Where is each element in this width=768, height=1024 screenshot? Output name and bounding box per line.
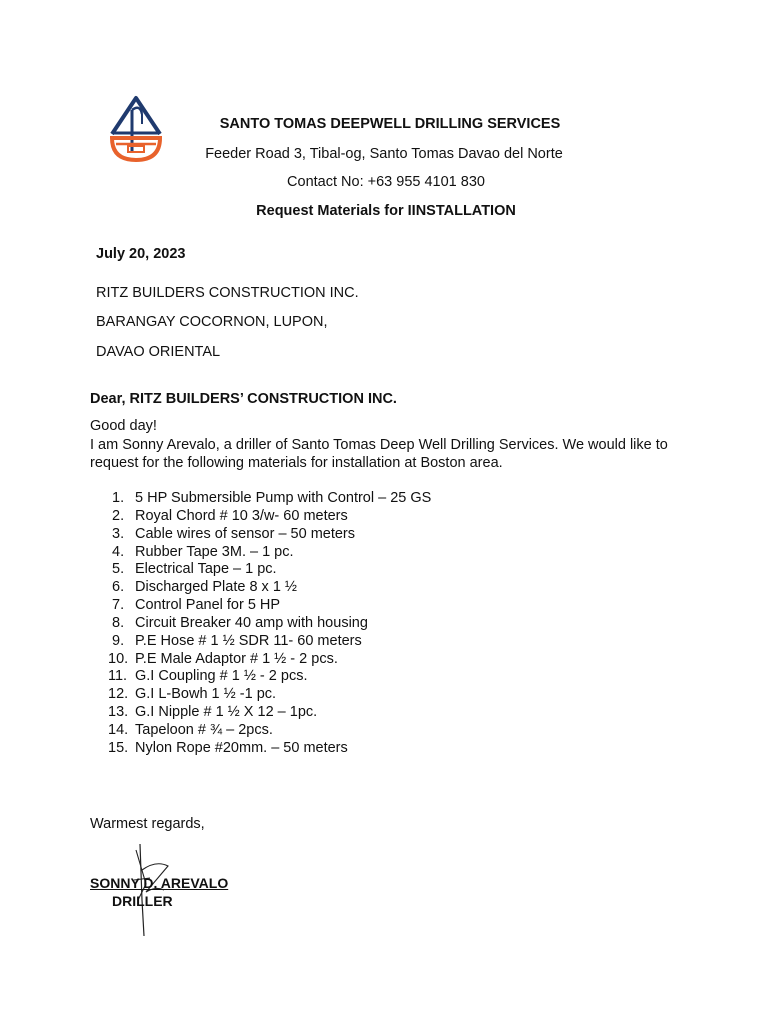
company-contact: Contact No: +63 955 4101 830 [287, 174, 485, 190]
list-item-text: G.I Coupling # 1 ½ - 2 pcs. [135, 668, 308, 685]
list-item-number: 13. [108, 704, 129, 721]
list-item [108, 544, 431, 562]
list-item-number: 4. [112, 543, 125, 560]
list-item [108, 704, 431, 722]
list-item-text: 5 HP Submersible Pump with Control – 25 GS [135, 490, 432, 506]
list-item-text: G.I Nipple # 1 ½ X 12 – 1pc. [135, 704, 318, 721]
list-item [108, 633, 431, 651]
salutation: Dear, RITZ BUILDERS’ CONSTRUCTION INC. [90, 391, 397, 407]
list-item-number: 5. [112, 561, 125, 578]
signer-title: DRILLER [112, 893, 173, 909]
list-item-number: 3. [112, 525, 125, 542]
list-item-text: G.I L-Bowh 1 ½ -1 pc. [135, 686, 277, 703]
list-item-text: Nylon Rope #20mm. – 50 meters [135, 739, 348, 756]
list-item [108, 526, 431, 544]
list-item-text: Circuit Breaker 40 amp with housing [135, 614, 368, 631]
company-name: SANTO TOMAS DEEPWELL DRILLING SERVICES [219, 116, 561, 132]
letter-body: I am Sonny Arevalo, a driller of Santo Tomas Deep Well Drilling Services. We would like to request for the following materials for installation at Boston area. [90, 437, 668, 471]
letter-date: July 20, 2023 [96, 246, 186, 262]
recipient-line: DAVAO ORIENTAL [96, 344, 221, 360]
signer-name: SONNY D. AREVALO [90, 875, 229, 891]
list-item [108, 490, 431, 508]
list-item-text: Control Panel for 5 HP [135, 597, 281, 614]
list-item [108, 651, 431, 669]
list-item-text: Discharged Plate 8 x 1 ½ [135, 579, 298, 596]
list-item-number: 11. [108, 668, 128, 685]
list-item [108, 722, 431, 740]
list-item-text: P.E Male Adaptor # 1 ½ - 2 pcs. [135, 650, 338, 667]
list-item [108, 740, 431, 758]
list-item [108, 508, 431, 526]
list-item-number: 6. [112, 579, 125, 596]
list-item-text: Rubber Tape 3M. – 1 pc. [135, 543, 294, 560]
company-address: Feeder Road 3, Tibal-og, Santo Tomas Davao del Norte [205, 146, 563, 162]
list-item-text: Tapeloon # ¾ – 2pcs. [135, 721, 273, 738]
materials-list [108, 490, 431, 758]
list-item-number: 1. [112, 490, 125, 506]
list-item-number: 7. [112, 597, 125, 614]
list-item-text: P.E Hose # 1 ½ SDR 11- 60 meters [135, 632, 362, 649]
closing: Warmest regards, [90, 816, 205, 832]
recipient-line: BARANGAY COCORNON, LUPON, [96, 314, 328, 330]
greeting: Good day! [90, 418, 157, 434]
list-item [108, 597, 431, 615]
list-item [108, 615, 431, 633]
list-item-text: Cable wires of sensor – 50 meters [135, 525, 356, 542]
list-item-number: 2. [112, 507, 125, 524]
list-item-number: 10. [108, 650, 129, 667]
list-item-number: 9. [112, 632, 125, 649]
list-item [108, 561, 431, 579]
list-item-text: Electrical Tape – 1 pc. [135, 561, 277, 578]
list-item-text: Royal Chord # 10 3/w- 60 meters [135, 507, 348, 524]
list-item [108, 668, 431, 686]
list-item [108, 686, 431, 704]
list-item-number: 12. [108, 686, 129, 703]
recipient-line: RITZ BUILDERS CONSTRUCTION INC. [96, 285, 359, 301]
letter-subject: Request Materials for IINSTALLATION [256, 203, 516, 219]
list-item-number: 14. [108, 721, 129, 738]
list-item-number: 15. [108, 739, 129, 756]
list-item [108, 579, 431, 597]
list-item-number: 8. [112, 614, 125, 631]
